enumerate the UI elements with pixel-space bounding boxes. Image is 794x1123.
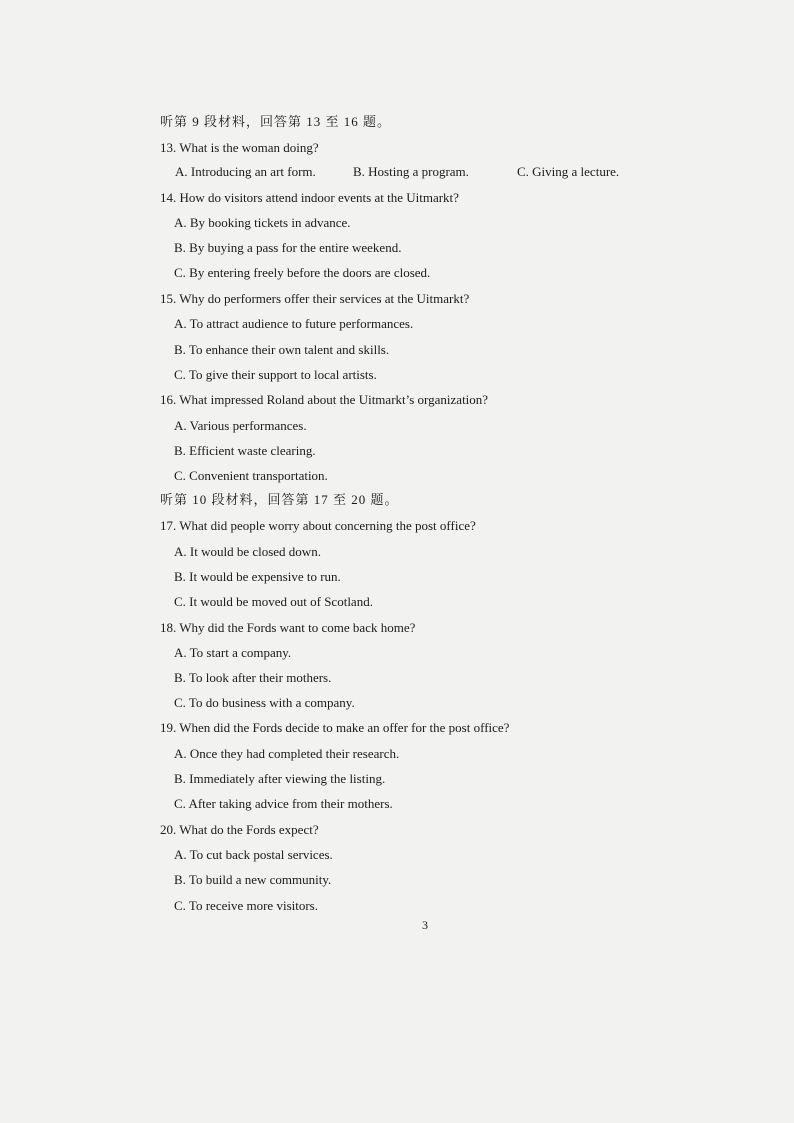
question-19: 19. When did the Fords decide to make an offer for the post office? (160, 720, 510, 735)
option-15-a: A. To attract audience to future performances. (174, 316, 414, 331)
option-16-c: C. Convenient transportation. (174, 468, 328, 483)
option-13-b: B. Hosting a program. (353, 164, 469, 179)
question-17: 17. What did people worry about concerning the post office? (160, 518, 476, 533)
option-18-a: A. To start a company. (174, 645, 292, 660)
option-17-a: A. It would be closed down. (174, 544, 321, 559)
page-number: 3 (422, 918, 428, 932)
option-18-b: B. To look after their mothers. (174, 670, 332, 685)
option-19-c: C. After taking advice from their mothers. (174, 796, 393, 811)
option-14-b: B. By buying a pass for the entire weekend. (174, 240, 402, 255)
question-14: 14. How do visitors attend indoor events at the Uitmarkt? (160, 190, 459, 205)
question-13: 13. What is the woman doing? (160, 140, 319, 155)
option-17-b: B. It would be expensive to run. (174, 569, 341, 584)
option-13-c: C. Giving a lecture. (517, 164, 620, 179)
question-16: 16. What impressed Roland about the Uitmarkt’s organization? (160, 392, 489, 407)
section-9-heading: 听第 9 段材料，回答第 13 至 16 题。 (160, 114, 392, 129)
option-20-a: A. To cut back postal services. (174, 847, 333, 862)
option-19-a: A. Once they had completed their research. (174, 746, 400, 761)
option-20-c: C. To receive more visitors. (174, 898, 318, 913)
option-16-a: A. Various performances. (174, 418, 307, 433)
option-13-a: A. Introducing an art form. (175, 164, 316, 179)
option-19-b: B. Immediately after viewing the listing. (174, 771, 386, 786)
option-18-c: C. To do business with a company. (174, 695, 355, 710)
question-13-options (175, 164, 645, 180)
question-15: 15. Why do performers offer their services at the Uitmarkt? (160, 291, 470, 306)
option-16-b: B. Efficient waste clearing. (174, 443, 316, 458)
option-20-b: B. To build a new community. (174, 872, 332, 887)
section-10-heading: 听第 10 段材料，回答第 17 至 20 题。 (160, 492, 399, 507)
option-15-b: B. To enhance their own talent and skills. (174, 342, 390, 357)
option-17-c: C. It would be moved out of Scotland. (174, 594, 373, 609)
option-14-c: C. By entering freely before the doors are closed. (174, 265, 431, 280)
option-14-a: A. By booking tickets in advance. (174, 215, 351, 230)
question-20: 20. What do the Fords expect? (160, 822, 319, 837)
option-15-c: C. To give their support to local artists. (174, 367, 377, 382)
question-18: 18. Why did the Fords want to come back home? (160, 620, 416, 635)
